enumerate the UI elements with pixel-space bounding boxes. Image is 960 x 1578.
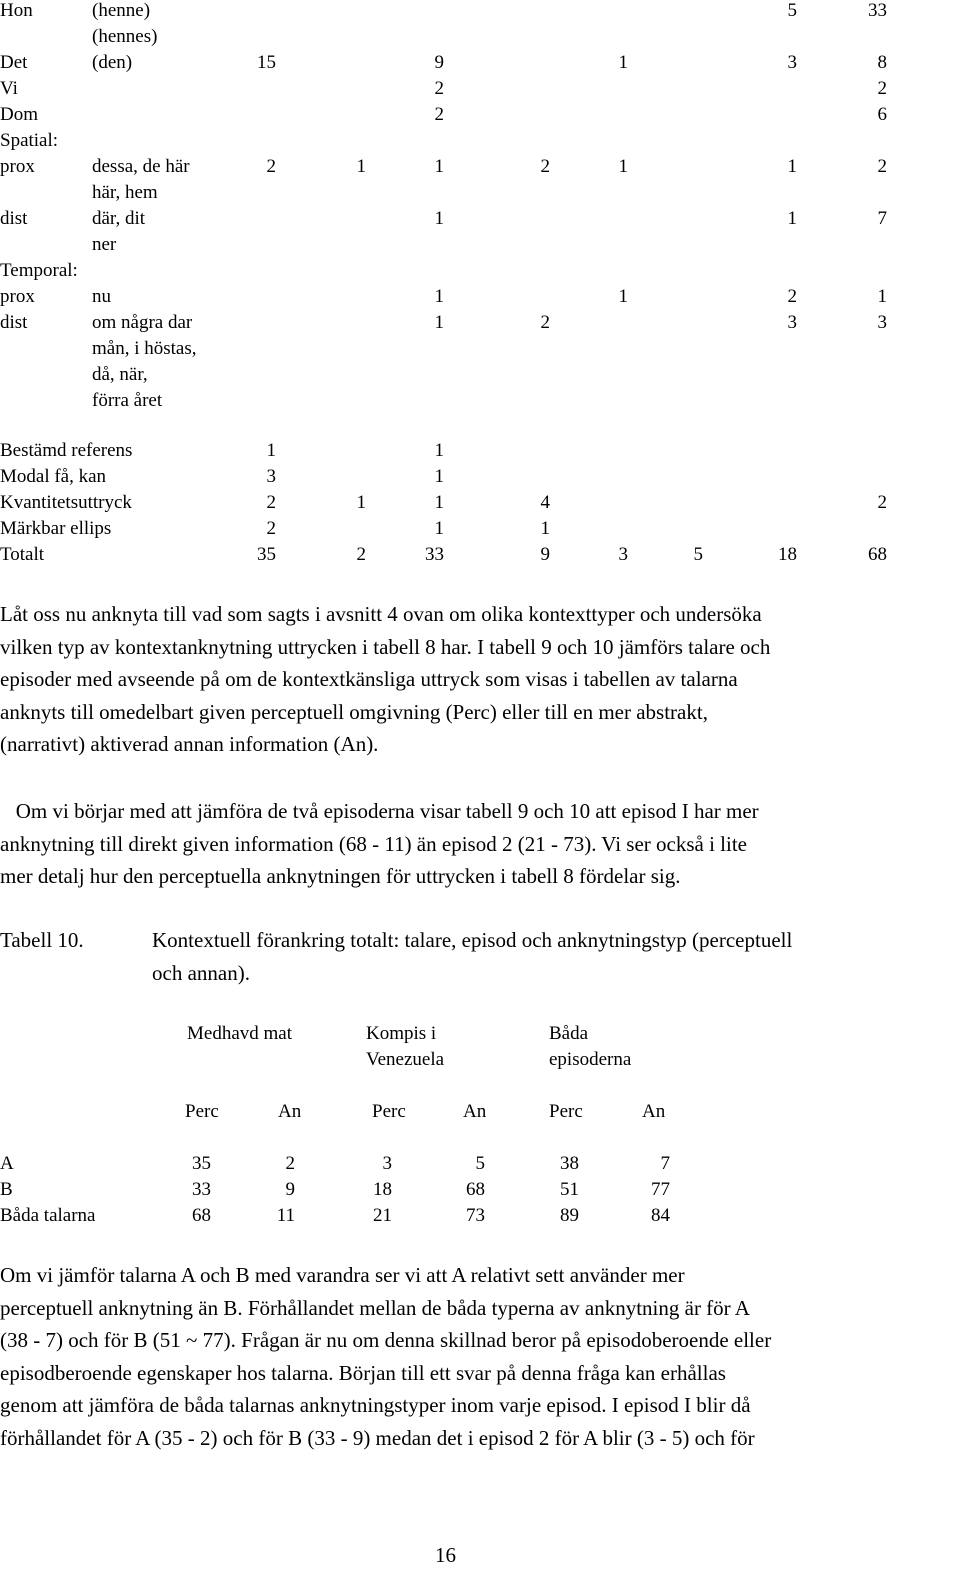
text-line: genom att jämföra de båda talarnas anknytningstyper inom varje episod. I episod I blir då (0, 1393, 751, 1417)
caption-line: och annan). (152, 960, 250, 985)
column-subheader: An (278, 1101, 302, 1122)
table-cell: 2 (877, 156, 887, 177)
table-cell: 1 (356, 156, 366, 177)
table-cell: 68 (868, 544, 887, 565)
column-subheader: Perc (185, 1101, 219, 1122)
table-cell: 5 (475, 1153, 485, 1174)
table-cell: 1 (434, 208, 444, 229)
table-cell: 2 (266, 518, 276, 539)
table-cell: 9 (540, 544, 550, 565)
row-label: Båda talarna (0, 1205, 96, 1226)
column-group-header: Båda (549, 1023, 589, 1044)
row-label: Märkbar ellips (0, 518, 112, 539)
text-line: anknytning till direkt given information (68 - 11) än episod 2 (21 - 73). Vi ser också i lite (0, 831, 748, 856)
table-cell: 3 (266, 466, 276, 487)
table-10-label: Tabell 10. (0, 928, 84, 952)
table-cell: 77 (651, 1179, 670, 1200)
row-label: prox (0, 156, 35, 177)
row-sublabel: där, dit (92, 208, 146, 229)
table-cell: 15 (257, 52, 276, 73)
text-line: förhållandet för A (35 - 2) och för B (33 - 9) medan det i episod 2 för A blir (3 - 5) och för (0, 1425, 755, 1450)
column-subheader: An (463, 1101, 487, 1122)
row-sublabel: dessa, de här (92, 156, 190, 177)
table-cell: 1 (434, 492, 444, 513)
row-label: Hon (0, 0, 33, 21)
row-sublabel: om några dar (92, 312, 193, 333)
table-cell: 2 (540, 312, 550, 333)
table-cell: 1 (787, 208, 797, 229)
table-cell: 73 (466, 1205, 485, 1226)
table-cell: 1 (356, 492, 366, 513)
table-cell: 68 (192, 1205, 211, 1226)
row-label: Det (0, 52, 28, 73)
table-cell: 4 (540, 492, 550, 513)
row-sublabel: (henne) (92, 0, 151, 21)
table-cell: 1 (434, 286, 444, 307)
table-cell: 5 (693, 544, 703, 565)
table-cell: 84 (651, 1205, 670, 1226)
row-sublabel: mån, i höstas, (92, 338, 197, 359)
row-label: Kvantitetsuttryck (0, 492, 132, 513)
row-sublabel: då, när, (92, 364, 148, 385)
table-cell: 1 (266, 440, 276, 461)
table-cell: 2 (434, 78, 444, 99)
column-subheader: An (642, 1101, 666, 1122)
text-line: vilken typ av kontextanknytning uttrycken i tabell 8 har. I tabell 9 och 10 jämförs talare och (0, 634, 771, 659)
table-cell: 2 (877, 78, 887, 99)
row-label: Dom (0, 104, 38, 125)
row-sublabel: (hennes) (92, 26, 158, 47)
table-cell: 35 (257, 544, 276, 565)
table-cell: 3 (618, 544, 628, 565)
text-line: episodberoende egenskaper hos talarna. Början till ett svar på denna fråga kan erhållas (0, 1360, 726, 1385)
text-line: (narrativt) aktiverad annan information (An). (0, 732, 379, 756)
row-label: dist (0, 208, 28, 229)
row-sublabel: ner (92, 234, 117, 255)
row-sublabel: (den) (92, 52, 133, 73)
column-subheader: Perc (372, 1101, 406, 1122)
table-cell: 35 (192, 1153, 211, 1174)
row-label: Spatial: (0, 130, 59, 151)
table-cell: 2 (285, 1153, 295, 1174)
table-cell: 1 (434, 440, 444, 461)
row-label: Bestämd referens (0, 440, 133, 461)
table-cell: 7 (660, 1153, 670, 1174)
table-cell: 2 (356, 544, 366, 565)
row-sublabel: nu (92, 286, 111, 307)
table-cell: 1 (540, 518, 550, 539)
table-cell: 33 (425, 544, 444, 565)
table-cell: 3 (382, 1153, 392, 1174)
table-cell: 89 (560, 1205, 579, 1226)
table-cell: 2 (787, 286, 797, 307)
row-label: A (0, 1153, 14, 1174)
table-cell: 9 (285, 1179, 295, 1200)
row-label: Modal få, kan (0, 466, 107, 487)
table-cell: 1 (434, 518, 444, 539)
paragraph-speaker-compare (0, 1259, 771, 1454)
table-cell: 9 (434, 52, 444, 73)
table-cell: 6 (877, 104, 887, 125)
table-cell: 51 (560, 1179, 579, 1200)
table-cell: 1 (618, 52, 628, 73)
row-label: Temporal: (0, 260, 78, 281)
table-cell: 2 (266, 156, 276, 177)
paragraph-episode-compare (0, 795, 759, 893)
text-line: mer detalj hur den perceptuella anknytningen för uttrycken i tabell 8 fördelar sig. (0, 864, 681, 888)
table-cell: 18 (778, 544, 797, 565)
text-line: Låt oss nu anknyta till vad som sagts i avsnitt 4 ovan om olika kontexttyper och undersöka (0, 602, 762, 626)
column-group-header: Medhavd mat (187, 1023, 293, 1044)
table-cell: 1 (434, 156, 444, 177)
table-cell: 38 (560, 1153, 579, 1174)
text-line: episoder med avseende på om de kontextkänsliga uttryck som visas i tabellen av talarna (0, 667, 738, 691)
text-line: anknyts till omedelbart given perceptuell omgivning (Perc) eller till en mer abstrakt, (0, 699, 708, 724)
table-cell: 5 (787, 0, 797, 21)
text-line: Om vi börjar med att jämföra de två episoderna visar tabell 9 och 10 att episod I har mer (0, 799, 759, 823)
row-label: Totalt (0, 544, 45, 565)
table-cell: 1 (434, 312, 444, 333)
text-line: Om vi jämför talarna A och B med varandra ser vi att A relativt sett använder mer (0, 1263, 685, 1287)
table-cell: 1 (877, 286, 887, 307)
caption-line: Kontextuell förankring totalt: talare, episod och anknytningstyp (perceptuell (152, 928, 793, 952)
table-cell: 3 (787, 52, 797, 73)
table-cell: 2 (540, 156, 550, 177)
table-cell: 11 (276, 1205, 295, 1226)
table-cell: 2 (434, 104, 444, 125)
text-line: (38 - 7) och för B (51 ~ 77). Frågan är nu om denna skillnad beror på episodoberoende eller (0, 1328, 772, 1352)
row-label: B (0, 1179, 13, 1200)
row-label: dist (0, 312, 28, 333)
table-cell: 21 (373, 1205, 392, 1226)
column-subheader: Perc (549, 1101, 583, 1122)
table-cell: 1 (787, 156, 797, 177)
paragraph-context-link (0, 598, 770, 761)
table-cell: 3 (877, 312, 887, 333)
row-sublabel: förra året (92, 390, 163, 411)
table-cell: 3 (787, 312, 797, 333)
row-label: Vi (0, 78, 18, 99)
table-cell: 7 (877, 208, 887, 229)
table-cell: 33 (868, 0, 887, 21)
text-line: perceptuell anknytning än B. Förhållandet mellan de båda typerna av anknytning är för A (0, 1295, 750, 1320)
page-number: 16 (435, 1543, 456, 1567)
table-cell: 1 (434, 466, 444, 487)
table-cell: 8 (877, 52, 887, 73)
column-group-header: Kompis i (366, 1023, 437, 1044)
table-cell: 33 (192, 1179, 211, 1200)
column-group-header: Venezuela (366, 1049, 445, 1070)
table-cell: 2 (877, 492, 887, 513)
column-group-header: episoderna (549, 1049, 632, 1070)
row-sublabel: här, hem (92, 182, 158, 203)
table-cell: 1 (618, 156, 628, 177)
row-label: prox (0, 286, 35, 307)
table-cell: 68 (466, 1179, 485, 1200)
table-cell: 2 (266, 492, 276, 513)
table-10-caption (152, 924, 792, 989)
table-cell: 1 (618, 286, 628, 307)
table-cell: 18 (373, 1179, 392, 1200)
